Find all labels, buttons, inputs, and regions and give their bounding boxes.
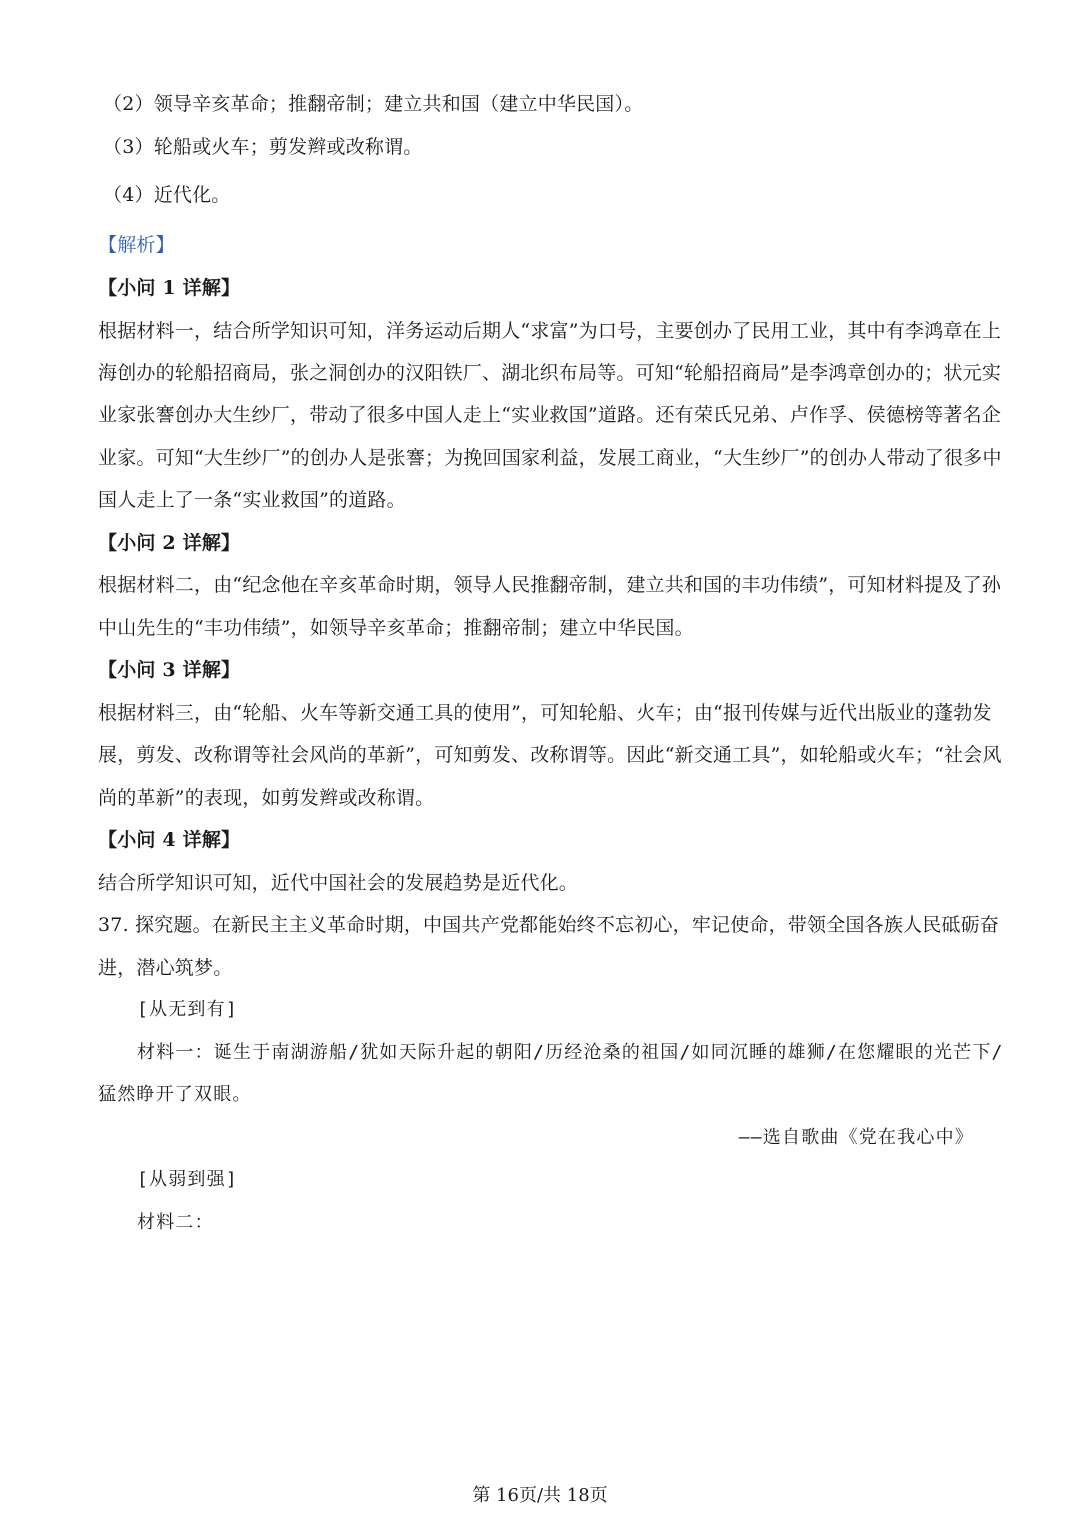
q3-line-1: 根据材料三，由“轮船、火车等新交通工具的使用”，可知轮船、火车；由“报刊传媒与近代出版业的蓬勃发 [98, 702, 992, 724]
q37-line-2: 进，潜心筑梦。 [98, 957, 233, 979]
q4-heading: 【小问 4 详解】 [98, 829, 241, 851]
analysis-label: 【解析】 [98, 234, 175, 256]
q1-line-3: 业家张謇创办大生纱厂，带动了很多中国人走上“实业救国”道路。还有荣氏兄弟、卢作孚、侯德榜等著名企 [98, 404, 1002, 426]
section-heading-1: [从无到有] [137, 999, 238, 1020]
q1-line-1: 根据材料一，结合所学知识可知，洋务运动后期人“求富”为口号，主要创办了民用工业，其中有李鸿章在上 [98, 320, 1002, 342]
q3-line-3: 尚的革新”的表现，如剪发辫或改称谓。 [98, 787, 435, 809]
q1-line-5: 国人走上了一条“实业救国”的道路。 [98, 489, 406, 511]
q2-line-1: 根据材料二，由“纪念他在辛亥革命时期，领导人民推翻帝制，建立共和国的丰功伟绩”，可知材料提及了孙 [98, 574, 1002, 596]
material-1-line-1: 材料一：诞生于南湖游船/犹如天际升起的朝阳/历经沧桑的祖国/如同沉睡的雄狮/在您耀眼的光芒下/ [137, 1042, 1004, 1063]
q1-heading: 【小问 1 详解】 [98, 277, 241, 299]
material-1-line-2: 猛然睁开了双眼。 [98, 1084, 252, 1105]
material-2-label: 材料二： [137, 1212, 214, 1233]
q37-line-1: 37. 探究题。在新民主主义革命时期，中国共产党都能始终不忘初心，牢记使命，带领全国各族人民砥砺奋 [98, 914, 1000, 936]
q2-heading: 【小问 2 详解】 [98, 532, 241, 554]
page-footer: 第 16页/共 18页 [472, 1485, 608, 1506]
q1-line-2: 海创办的轮船招商局，张之洞创办的汉阳铁厂、湖北织布局等。可知“轮船招商局”是李鸿章创办的；状元实 [98, 362, 1002, 384]
q3-line-2: 展，剪发、改称谓等社会风尚的革新”，可知剪发、改称谓等。因此“新交通工具”，如轮船或火车；“社会风 [98, 744, 1002, 766]
q3-heading: 【小问 3 详解】 [98, 659, 241, 681]
answer-3: （3）轮船或火车；剪发辫或改称谓。 [103, 136, 423, 158]
material-1-source: ——选自歌曲《党在我心中》 [738, 1127, 974, 1148]
q2-line-2: 中山先生的“丰功伟绩”，如领导辛亥革命；推翻帝制；建立中华民国。 [98, 617, 694, 639]
q1-line-4: 业家。可知“大生纱厂”的创办人是张謇；为挽回国家利益，发展工商业，“大生纱厂”的创办人带动了很多中 [98, 447, 1002, 469]
section-heading-2: [从弱到强] [137, 1169, 238, 1190]
answer-2: （2）领导辛亥革命；推翻帝制；建立共和国（建立中华民国）。 [103, 93, 644, 115]
q4-line-1: 结合所学知识可知，近代中国社会的发展趋势是近代化。 [98, 872, 579, 894]
answer-4: （4）近代化。 [103, 184, 231, 206]
